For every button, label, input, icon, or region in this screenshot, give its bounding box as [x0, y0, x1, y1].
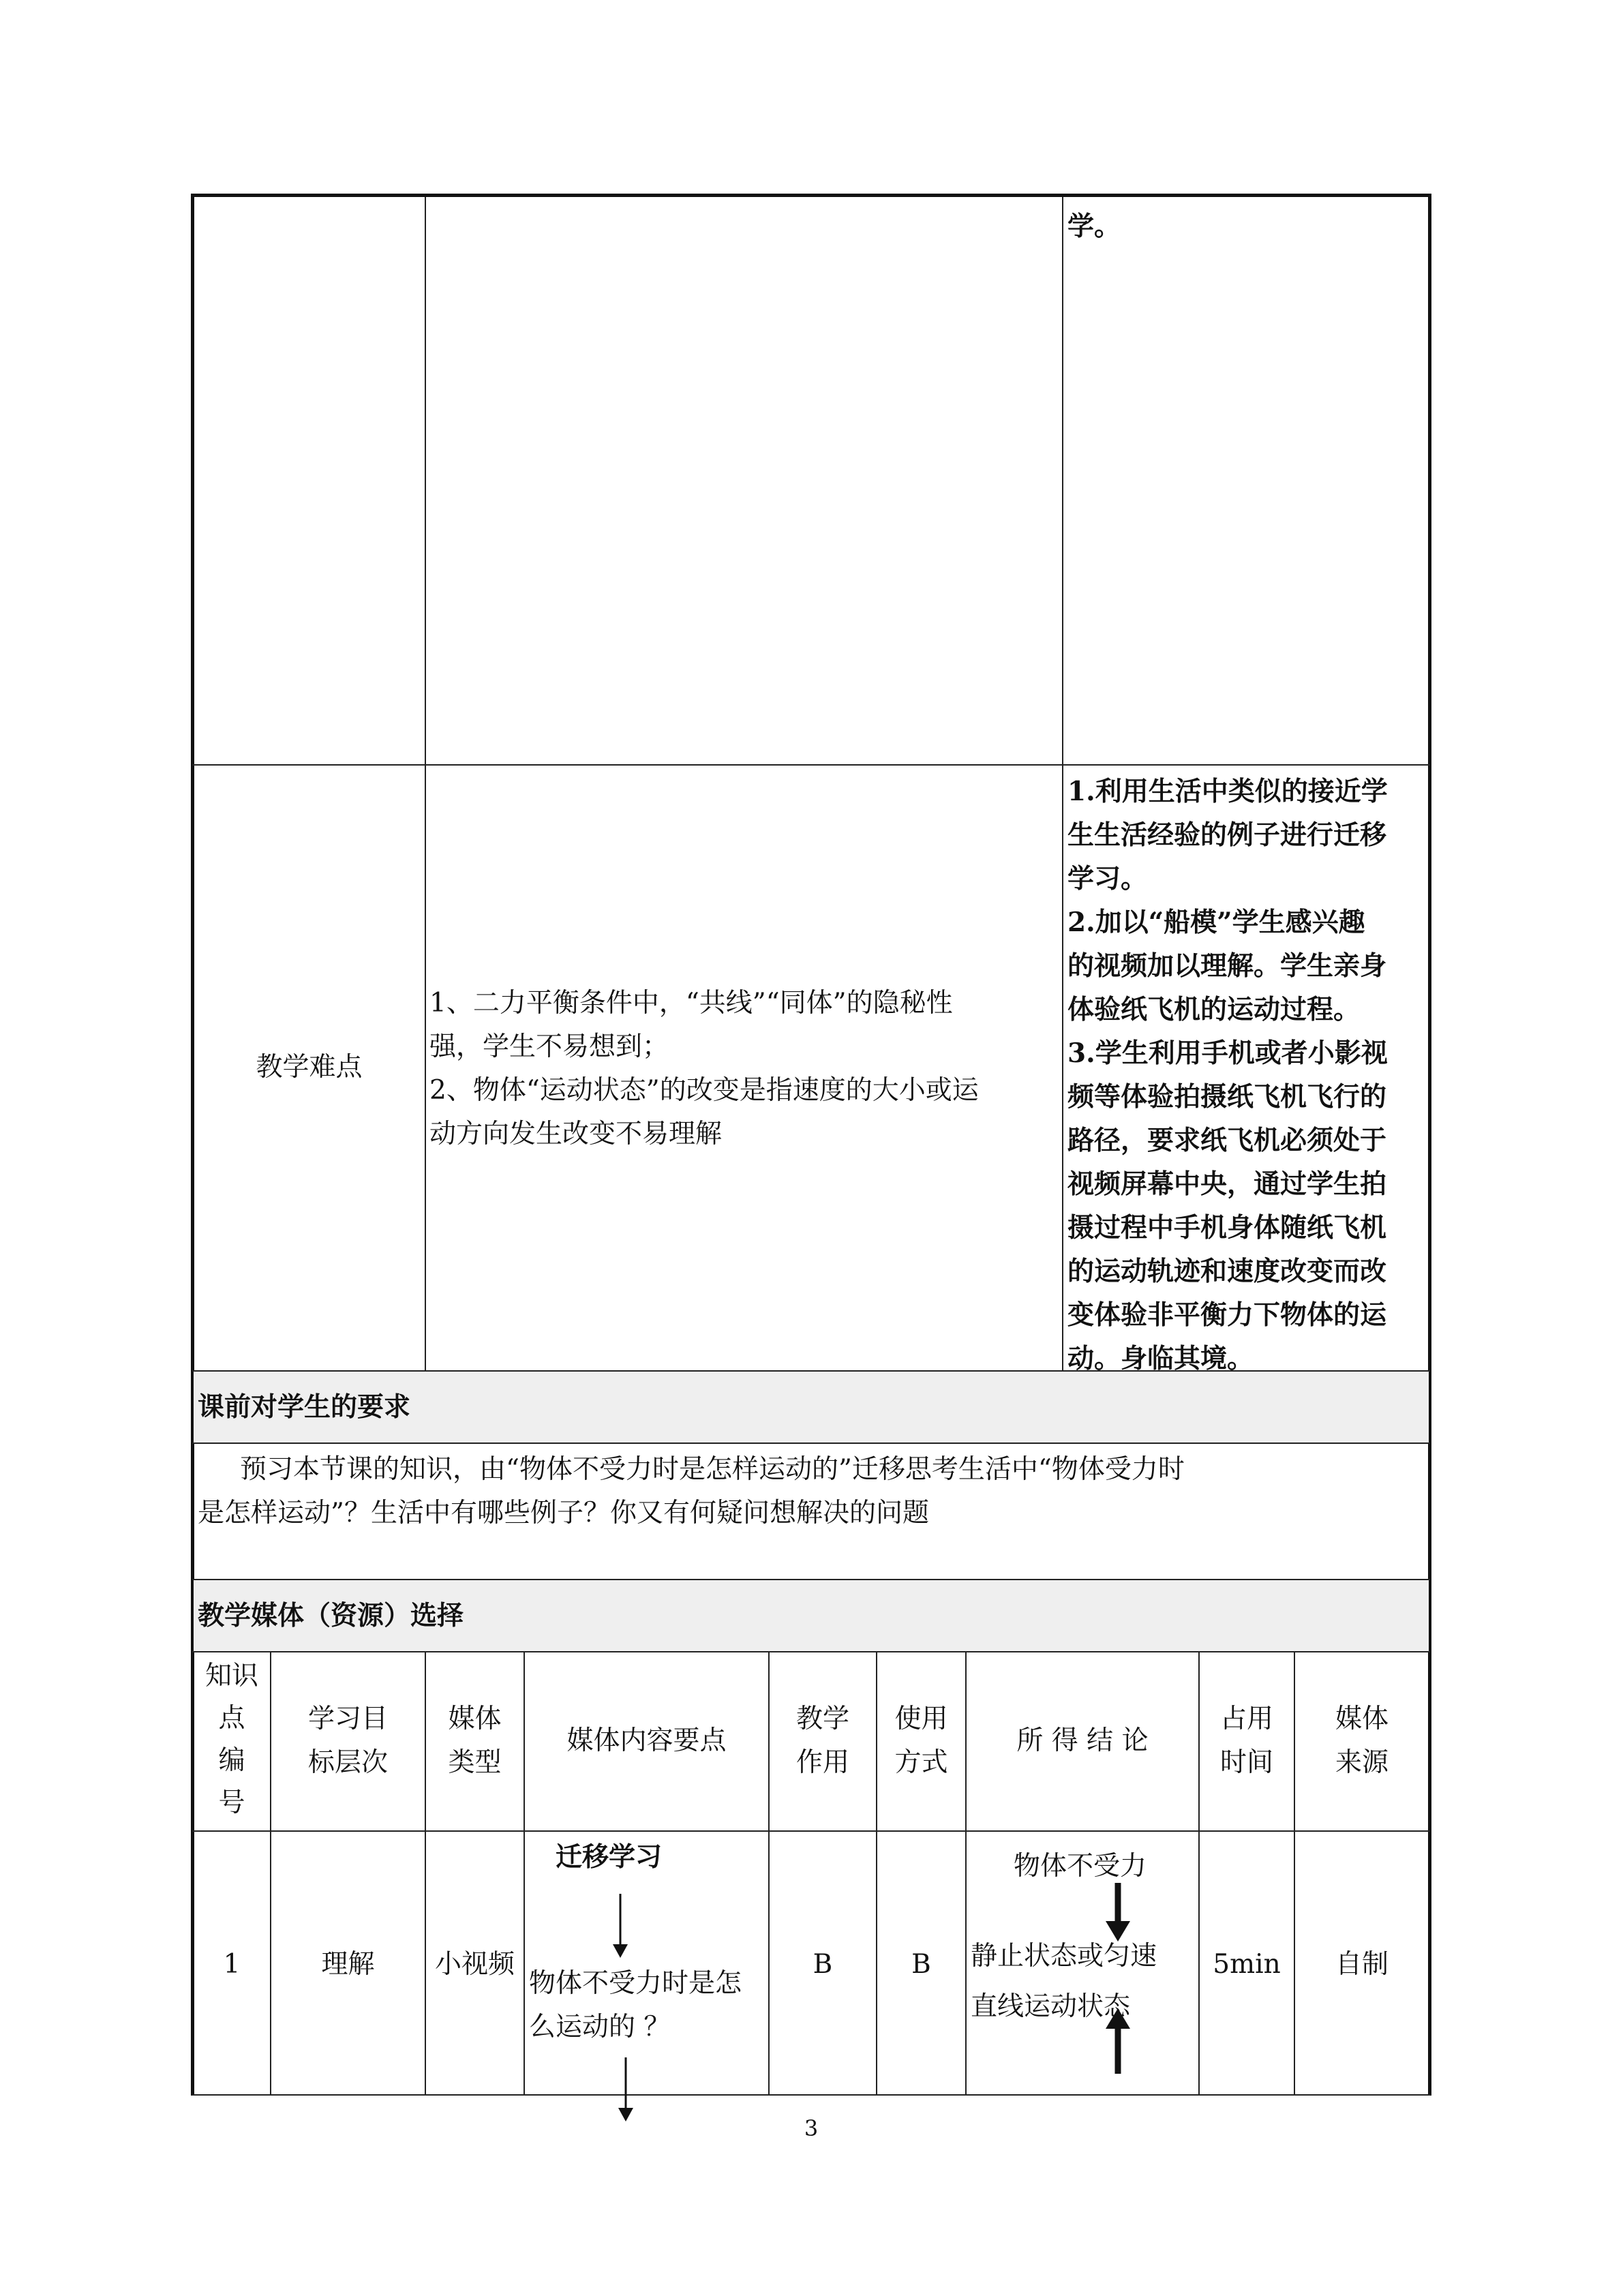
requirements-line-1: 预习本节课的知识，由“物体不受力时是怎样运动的”迁移思考生活中“物体受力时: [240, 1454, 1185, 1485]
rule-col-label: [425, 197, 426, 1370]
row-content-line-1: 物体不受力时是怎: [529, 1968, 742, 1999]
difficulty-label: 教学难点: [256, 1052, 363, 1083]
col-header-usage-method: [877, 1697, 965, 1785]
difficulty-point-line: 强，学生不易想到；: [429, 1031, 669, 1062]
col-header-line: 学习目: [307, 1704, 388, 1734]
strategy-line: 生生活经验的例子进行迁移: [1067, 819, 1387, 851]
col-header-line: 号: [218, 1787, 245, 1818]
col-header-objective-level: [271, 1697, 425, 1785]
arrow-up-icon: [1104, 2008, 1132, 2074]
col-header-line: 媒体: [1335, 1704, 1389, 1734]
row-method: B: [911, 1949, 931, 1980]
rule-col-strategy: [1062, 197, 1063, 1370]
difficulty-point-line: 1、二力平衡条件中，“共线”“同体”的隐秘性: [429, 988, 953, 1018]
col-header-line: 作用: [795, 1747, 849, 1778]
difficulty-points: [429, 982, 1060, 1156]
row-time: 5min: [1213, 1949, 1281, 1980]
row-media-type: 小视频: [434, 1949, 515, 1980]
col-header-line: 来源: [1335, 1747, 1389, 1778]
difficulty-point-line: 2、物体“运动状态”的改变是指速度的大小或运: [429, 1075, 979, 1106]
col-header-line: 时间: [1219, 1747, 1273, 1778]
row-conclusion-line-1: 静止状态或匀速: [971, 1941, 1157, 1972]
col-header-media-type: [426, 1697, 524, 1785]
col-header-line: 类型: [448, 1747, 502, 1778]
row-content-line-2: 么运动的 ？: [529, 2012, 671, 2042]
col-header-line: 媒体: [448, 1704, 502, 1734]
col-header-time: [1200, 1697, 1294, 1785]
rule-requirements-body-top: [192, 1442, 1430, 1444]
row-source: 自制: [1335, 1949, 1389, 1980]
col-header-line: 标层次: [307, 1747, 388, 1778]
strategy-line: 频等体验拍摄纸飞机飞行的: [1067, 1081, 1387, 1113]
strategy-line: 学习。: [1067, 863, 1148, 894]
strategy-line: 的运动轨迹和速度改变而改: [1067, 1256, 1387, 1287]
col-header-source: [1295, 1697, 1429, 1785]
col-header-line: 点: [218, 1703, 245, 1734]
col-header-teaching-role: [770, 1697, 876, 1785]
row-conclusion-top: 物体不受力: [1014, 1851, 1147, 1882]
row-level: 理解: [321, 1949, 375, 1980]
arrow-down-icon: [616, 2057, 636, 2121]
media-header: 教学媒体（资源）选择: [198, 1600, 464, 1631]
col-header-line: 教学: [795, 1704, 849, 1734]
arrow-down-icon: [610, 1894, 631, 1958]
arrow-down-icon: [1104, 1883, 1132, 1942]
rule-media-row-bottom: [192, 2094, 1430, 2096]
rule-difficulty-top: [192, 764, 1430, 766]
col-header-line: 编: [218, 1745, 245, 1776]
row-role: B: [813, 1949, 833, 1980]
difficulty-strategy: [1067, 770, 1429, 1380]
col-header-media-content: [525, 1719, 768, 1763]
rule-media-col-3: [524, 1651, 525, 2094]
strategy-line: 变体验非平衡力下物体的运: [1067, 1299, 1387, 1331]
rule-media-columns-top: [192, 1651, 1430, 1652]
strategy-line: 视频屏幕中央，通过学生拍: [1067, 1168, 1387, 1200]
col-header-line: 媒体内容要点: [566, 1725, 727, 1756]
row-content-title: 迁移学习: [556, 1841, 663, 1873]
strategy-line: 路径，要求纸飞机必须处于: [1067, 1125, 1387, 1156]
col-header-line: 方式: [894, 1747, 948, 1778]
row-number: 1: [223, 1949, 241, 1980]
row-conclusion-line-2: 直线运动状态: [971, 1991, 1131, 2022]
rule-media-row-top: [192, 1830, 1430, 1832]
strategy-line: 的视频加以理解。学生亲身: [1067, 950, 1387, 982]
strategy-line: 摄过程中手机身体随纸飞机: [1067, 1212, 1387, 1243]
col-header-line: 知识: [204, 1661, 258, 1691]
col-header-line: 占用: [1219, 1704, 1273, 1734]
requirements-header: 课前对学生的要求: [198, 1391, 411, 1423]
strategy-line: 2.加以“船模”学生感兴趣: [1067, 907, 1365, 938]
col-header-conclusion: [967, 1719, 1198, 1763]
continued-strategy-text: 学。: [1067, 211, 1121, 242]
strategy-line: 3.学生利用手机或者小影视: [1067, 1038, 1388, 1069]
strategy-line: 动。身临其境。: [1067, 1343, 1254, 1374]
requirements-line-2: 是怎样运动”？生活中有哪些例子？你又有何疑问想解决的问题: [198, 1498, 929, 1528]
col-header-line: 使用: [894, 1704, 948, 1734]
strategy-line: 1.利用生活中类似的接近学: [1067, 776, 1388, 807]
page-number: 3: [804, 2115, 819, 2141]
col-header-line: 所 得 结 论: [1016, 1725, 1149, 1756]
strategy-line: 体验纸飞机的运动过程。: [1067, 994, 1361, 1025]
difficulty-point-line: 动方向发生改变不易理解: [429, 1119, 723, 1149]
rule-media-col-6: [965, 1651, 967, 2094]
col-header-knowledge-number: [194, 1655, 270, 1824]
